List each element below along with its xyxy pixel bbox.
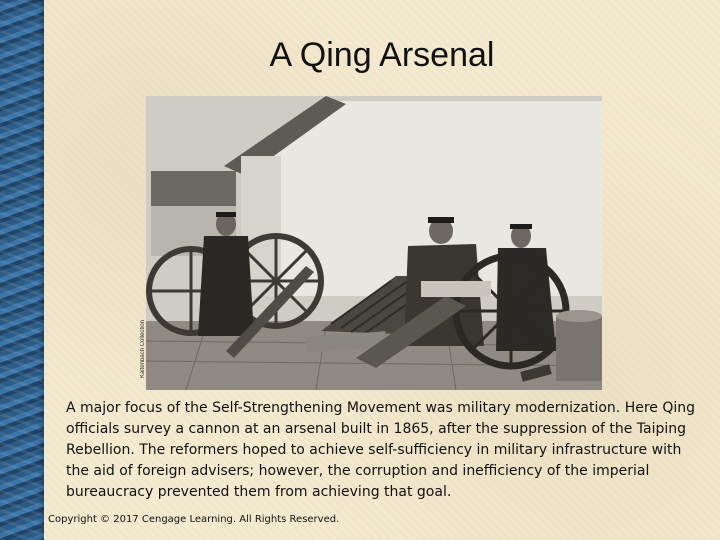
photo-credit: Kaltenbach Collection <box>140 320 146 379</box>
arsenal-photograph <box>146 96 602 390</box>
slide-title: A Qing Arsenal <box>269 36 495 74</box>
decorative-side-strip <box>0 0 44 540</box>
copyright-notice: Copyright © 2017 Cengage Learning. All Rights Reserved. <box>48 514 340 525</box>
photo-caption: A major focus of the Self-Strengthening Movement was military modernization. Here Qing officials survey a cannon at an arsenal built in 1865, after the suppression of the Taiping Rebellion. The reformers hoped to achieve self-sufficiency in military infrastructure with the aid of foreign advisers; however, the corruption and inefficiency of the imperial bureaucracy prevented them from achieving that goal. <box>66 400 696 500</box>
